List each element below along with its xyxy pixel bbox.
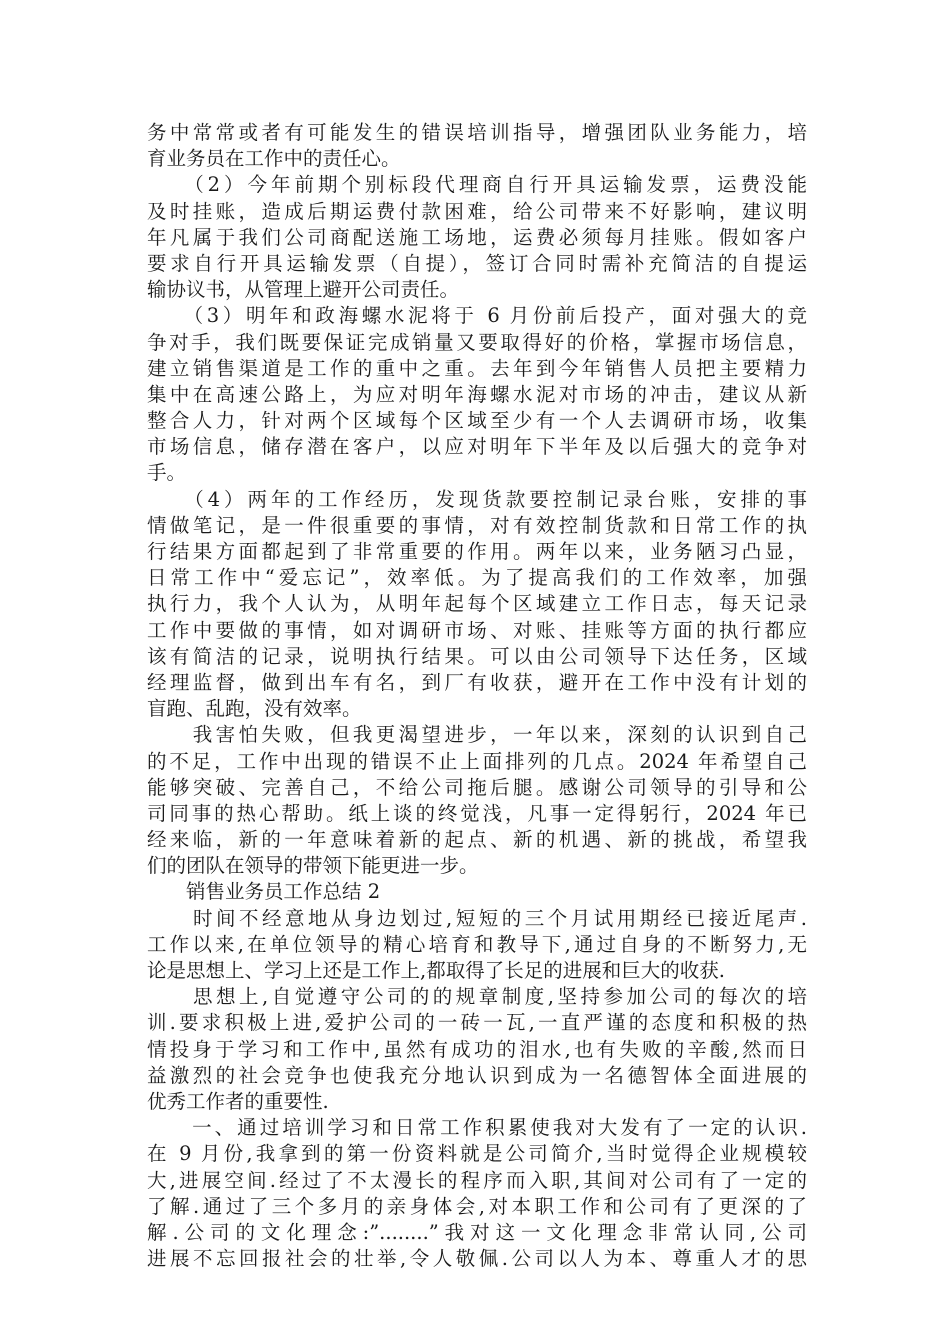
text-line: （2）今年前期个别标段代理商自行开具运输发票，运费没能 [147, 173, 807, 197]
text-line: 要求自行开具运输发票（自提），签订合同时需补充简洁的自提运 [147, 251, 807, 275]
text-line: 我害怕失败，但我更渴望进步，一年以来，深刻的认识到自己 [147, 723, 807, 747]
text-line: 争对手，我们既要保证完成销量又要取得好的价格，掌握市场信息， [147, 330, 807, 354]
text-line: 思想上,自觉遵守公司的的规章制度,坚持参加公司的每次的培 [147, 985, 807, 1009]
text-line: 情投身于学习和工作中,虽然有成功的泪水,也有失败的辛酸,然而日 [147, 1037, 807, 1061]
text-line: 行结果方面都起到了非常重要的作用。两年以来，业务陋习凸显， [147, 540, 807, 563]
text-line: 能够突破、完善自己，不给公司拖后腿。感谢公司领导的引导和公 [147, 775, 807, 799]
text-line: 的不足，工作中出现的错误不止上面排列的几点。2024 年希望自己 [147, 749, 807, 773]
text-line: 集中在高速公路上，为应对明年海螺水泥对市场的冲击，建议从新 [147, 382, 807, 406]
text-line: 工作中要做的事情，如对调研市场、对账、挂账等方面的执行都应 [147, 618, 807, 642]
text-line: 论是思想上、学习上还是工作上,都取得了长足的进展和巨大的收获. [147, 959, 725, 982]
text-line: 司同事的热心帮助。纸上谈的终觉浅，凡事一定得躬行，2024 年已 [147, 801, 807, 825]
text-line: 优秀工作者的重要性. [147, 1089, 329, 1113]
text-line: 一、通过培训学习和日常工作积累使我对大发有了一定的认识. [147, 1116, 807, 1140]
text-line: 训.要求积极上进,爱护公司的一砖一瓦,一直严谨的态度和积极的热 [147, 1011, 807, 1035]
document-body [147, 120, 807, 1272]
text-line: 解.公司的文化理念:”........”我对这一文化理念非常认同,公司 [147, 1220, 807, 1244]
text-line: 销售业务员工作总结 2 [147, 880, 381, 904]
text-line: 益激烈的社会竞争也使我充分地认识到成为一名德智体全面进展的 [147, 1063, 807, 1087]
text-line: 务中常常或者有可能发生的错误培训指导，增强团队业务能力，培 [147, 121, 807, 144]
text-line: 经理监督，做到出车有名，到厂有收获，避开在工作中没有计划的 [147, 670, 807, 694]
text-line: 该有简洁的记录，说明执行结果。可以由公司领导下达任务，区域 [147, 644, 807, 668]
text-line: 及时挂账，造成后期运费付款困难，给公司带来不好影响，建议明 [147, 199, 807, 223]
text-line: 整合人力，针对两个区域每个区域至少有一个人去调研市场，收集 [147, 409, 807, 433]
text-line: 工作以来,在单位领导的精心培育和教导下,通过自身的不断努力,无 [147, 932, 807, 956]
text-line: 育业务员在工作中的责任心。 [147, 147, 401, 171]
text-line: 经来临，新的一年意味着新的起点、新的机遇、新的挑战，希望我 [147, 828, 807, 852]
text-line: 建立销售渠道是工作的重中之重。去年到今年销售人员把主要精力 [147, 356, 807, 380]
text-line: 大,进展空间.经过了不太漫长的程序而入职,其间对公司有了一定的 [147, 1168, 807, 1192]
text-line: （4）两年的工作经历，发现货款要控制记录台账，安排的事 [147, 487, 807, 511]
text-line: （3）明年和政海螺水泥将于 6 月份前后投产，面对强大的竞 [147, 304, 807, 328]
text-line: 输协议书，从管理上避开公司责任。 [147, 278, 460, 302]
text-line: 盲跑、乱跑，没有效率。 [147, 697, 362, 721]
text-line: 进展不忘回报社会的壮举,令人敬佩.公司以人为本、尊重人才的思 [147, 1247, 807, 1271]
text-line: 在 9 月份,我拿到的第一份资料就是公司简介,当时觉得企业规模较 [147, 1142, 807, 1166]
text-line: 时间不经意地从身边划过,短短的三个月试用期经已接近尾声. [147, 906, 807, 930]
text-line: 们的团队在领导的带领下能更进一步。 [147, 854, 479, 878]
text-line: 执行力，我个人认为，从明年起每个区域建立工作日志，每天记录 [147, 592, 807, 616]
text-line: 手。 [147, 461, 187, 485]
text-line: 日常工作中“爱忘记”，效率低。为了提高我们的工作效率，加强 [147, 566, 807, 590]
text-line: 市场信息，储存潜在客户，以应对明年下半年及以后强大的竞争对 [147, 435, 807, 459]
text-line: 年凡属于我们公司商配送施工场地，运费必须每月挂账。假如客户 [147, 225, 807, 249]
text-line: 了解.通过了三个多月的亲身体会,对本职工作和公司有了更深的了 [147, 1194, 807, 1218]
text-line: 情做笔记，是一件很重要的事情，对有效控制货款和日常工作的执 [147, 513, 807, 537]
